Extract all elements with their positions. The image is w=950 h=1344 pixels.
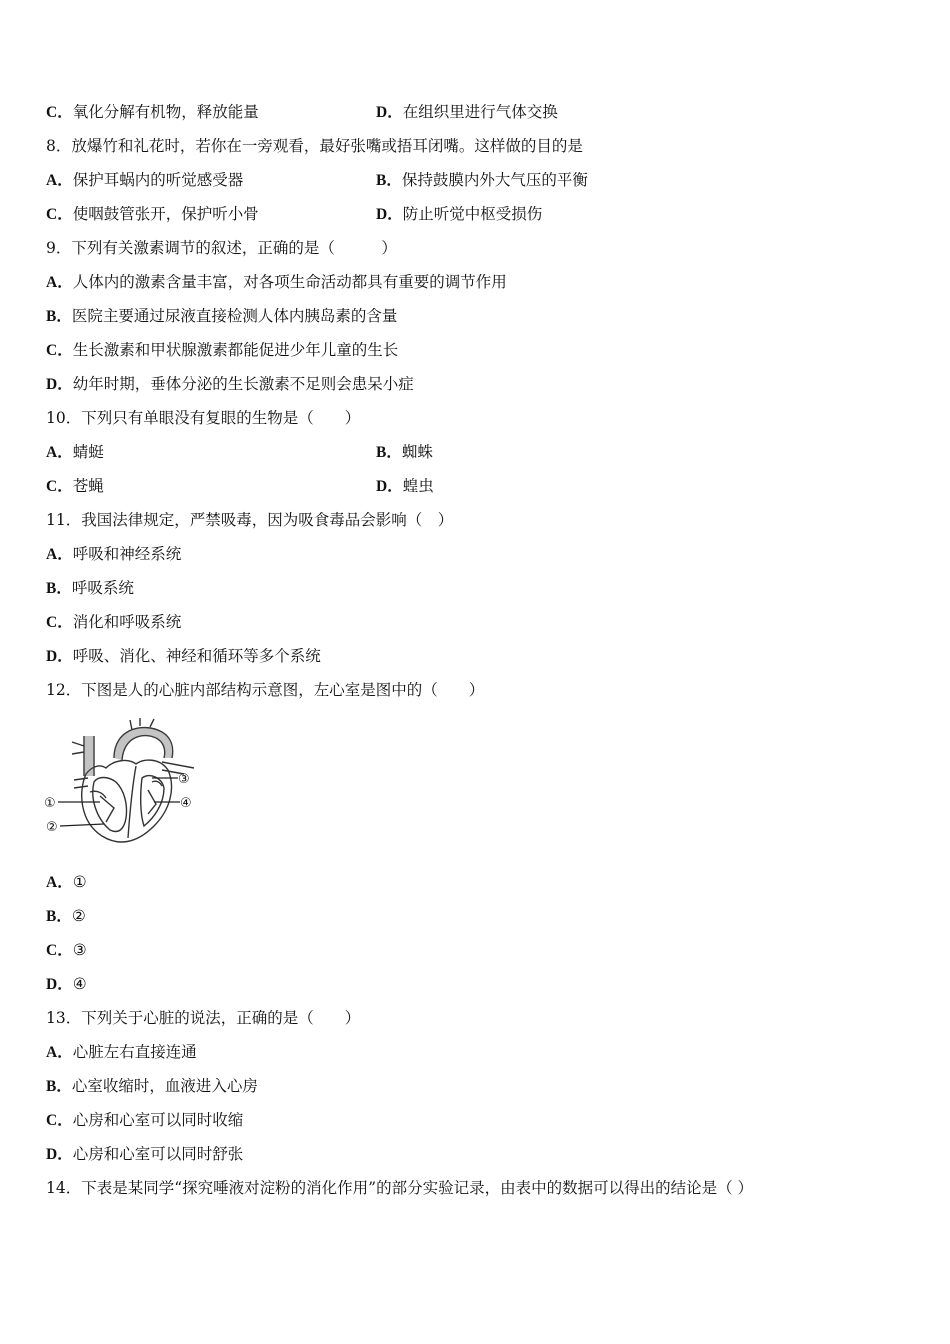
question-10: 10．下列只有单眼没有复眼的生物是（ ） xyxy=(46,409,361,427)
option-text: 蜘蛛 xyxy=(401,443,433,461)
q12-option xyxy=(46,974,87,995)
option-text: ③ xyxy=(72,941,87,959)
option-label: D． xyxy=(46,376,73,393)
option-label: C． xyxy=(46,104,73,121)
option-text: 人体内的激素含量丰富，对各项生命活动都具有重要的调节作用 xyxy=(72,273,507,291)
option-text: 心房和心室可以同时收缩 xyxy=(72,1111,244,1129)
label-3: ③ xyxy=(178,772,190,787)
q12-option xyxy=(46,906,86,927)
option-label: A． xyxy=(46,1044,73,1061)
option-text: 保护耳蜗内的听觉感受器 xyxy=(72,171,244,189)
option-text: 呼吸、消化、神经和循环等多个系统 xyxy=(72,647,321,665)
option-text: 心室收缩时，血液进入心房 xyxy=(71,1077,258,1095)
option-label: A． xyxy=(46,874,73,891)
option-text: 呼吸系统 xyxy=(71,579,134,597)
question-13: 13．下列关于心脏的说法，正确的是（ ） xyxy=(46,1009,361,1027)
option-label: D． xyxy=(46,976,73,993)
question-14: 14．下表是某同学“探究唾液对淀粉的消化作用”的部分实验记录，由表中的数据可以得出的结论是（ ） xyxy=(46,1179,754,1197)
option-label: A． xyxy=(46,546,73,563)
option-label: B． xyxy=(376,444,402,461)
option-text: 使咽鼓管张开，保护听小骨 xyxy=(72,205,259,223)
q11-option xyxy=(46,544,181,565)
label-1: ① xyxy=(44,796,56,811)
q13-option xyxy=(46,1110,243,1131)
q13-option xyxy=(46,1076,258,1097)
q13-option xyxy=(46,1042,197,1063)
option-label: B． xyxy=(376,172,402,189)
option-label: B． xyxy=(46,908,72,925)
q9-option xyxy=(46,374,414,395)
option-text: 在组织里进行气体交换 xyxy=(402,103,558,121)
option-label: C． xyxy=(46,614,73,631)
option-label: D． xyxy=(46,648,73,665)
option-text: ① xyxy=(72,873,87,891)
option-text: 呼吸和神经系统 xyxy=(72,545,182,563)
question-12: 12．下图是人的心脏内部结构示意图，左心室是图中的（ ） xyxy=(46,681,485,699)
option-label: C． xyxy=(46,1112,73,1129)
option-text: 消化和呼吸系统 xyxy=(72,613,182,631)
option-text: 保持鼓膜内外大气压的平衡 xyxy=(401,171,588,189)
label-line-2 xyxy=(60,824,104,826)
option-label: B． xyxy=(46,308,72,325)
q8-option-row xyxy=(46,170,588,191)
option-label: A． xyxy=(46,274,73,291)
option-text: 蝗虫 xyxy=(402,477,434,495)
option-text: 防止听觉中枢受损伤 xyxy=(402,205,543,223)
label-4: ④ xyxy=(180,796,192,811)
q11-option xyxy=(46,646,321,667)
option-label: A． xyxy=(46,172,73,189)
heart-structure-diagram xyxy=(44,718,204,850)
q12-option xyxy=(46,940,87,961)
q11-option xyxy=(46,612,181,633)
septum xyxy=(128,766,136,838)
option-label: B． xyxy=(46,580,72,597)
option-label: D． xyxy=(376,206,403,223)
option-label: D． xyxy=(376,478,403,495)
option-text: 心脏左右直接连通 xyxy=(72,1043,197,1061)
option-label: D． xyxy=(376,104,403,121)
q9-option xyxy=(46,306,397,327)
option-label: C． xyxy=(46,206,73,223)
q10-option-row xyxy=(46,442,433,463)
option-text: 医院主要通过尿液直接检测人体内胰岛素的含量 xyxy=(71,307,398,325)
option-text: ④ xyxy=(72,975,87,993)
option-label: D． xyxy=(46,1146,73,1163)
q11-option xyxy=(46,578,134,599)
option-text: 幼年时期，垂体分泌的生长激素不足则会患呆小症 xyxy=(72,375,414,393)
option-text: 心房和心室可以同时舒张 xyxy=(72,1145,244,1163)
q8-option-row xyxy=(46,204,543,225)
q13-option xyxy=(46,1144,243,1165)
option-label: C． xyxy=(46,342,73,359)
option-text: ② xyxy=(71,907,86,925)
option-text: 氧化分解有机物，释放能量 xyxy=(72,103,259,121)
option-text: 苍蝇 xyxy=(72,477,104,495)
question-11: 11．我国法律规定，严禁吸毒，因为吸食毒品会影响（ ） xyxy=(46,511,454,529)
option-text: 生长激素和甲状腺激素都能促进少年儿童的生长 xyxy=(72,341,399,359)
option-label: C． xyxy=(46,942,73,959)
q9-option xyxy=(46,272,507,293)
label-2: ② xyxy=(46,820,58,835)
question-9: 9．下列有关激素调节的叙述，正确的是（ ） xyxy=(46,239,397,257)
question-8: 8．放爆竹和礼花时，若你在一旁观看，最好张嘴或捂耳闭嘴。这样做的目的是 xyxy=(46,137,583,155)
option-label: B． xyxy=(46,1078,72,1095)
q10-option-row xyxy=(46,476,434,497)
option-label: C． xyxy=(46,478,73,495)
q12-option xyxy=(46,872,87,893)
q7-option-row xyxy=(46,102,558,123)
option-label: A． xyxy=(46,444,73,461)
option-text: 蜻蜓 xyxy=(72,443,104,461)
heart-outline xyxy=(82,760,172,842)
q9-option xyxy=(46,340,398,361)
